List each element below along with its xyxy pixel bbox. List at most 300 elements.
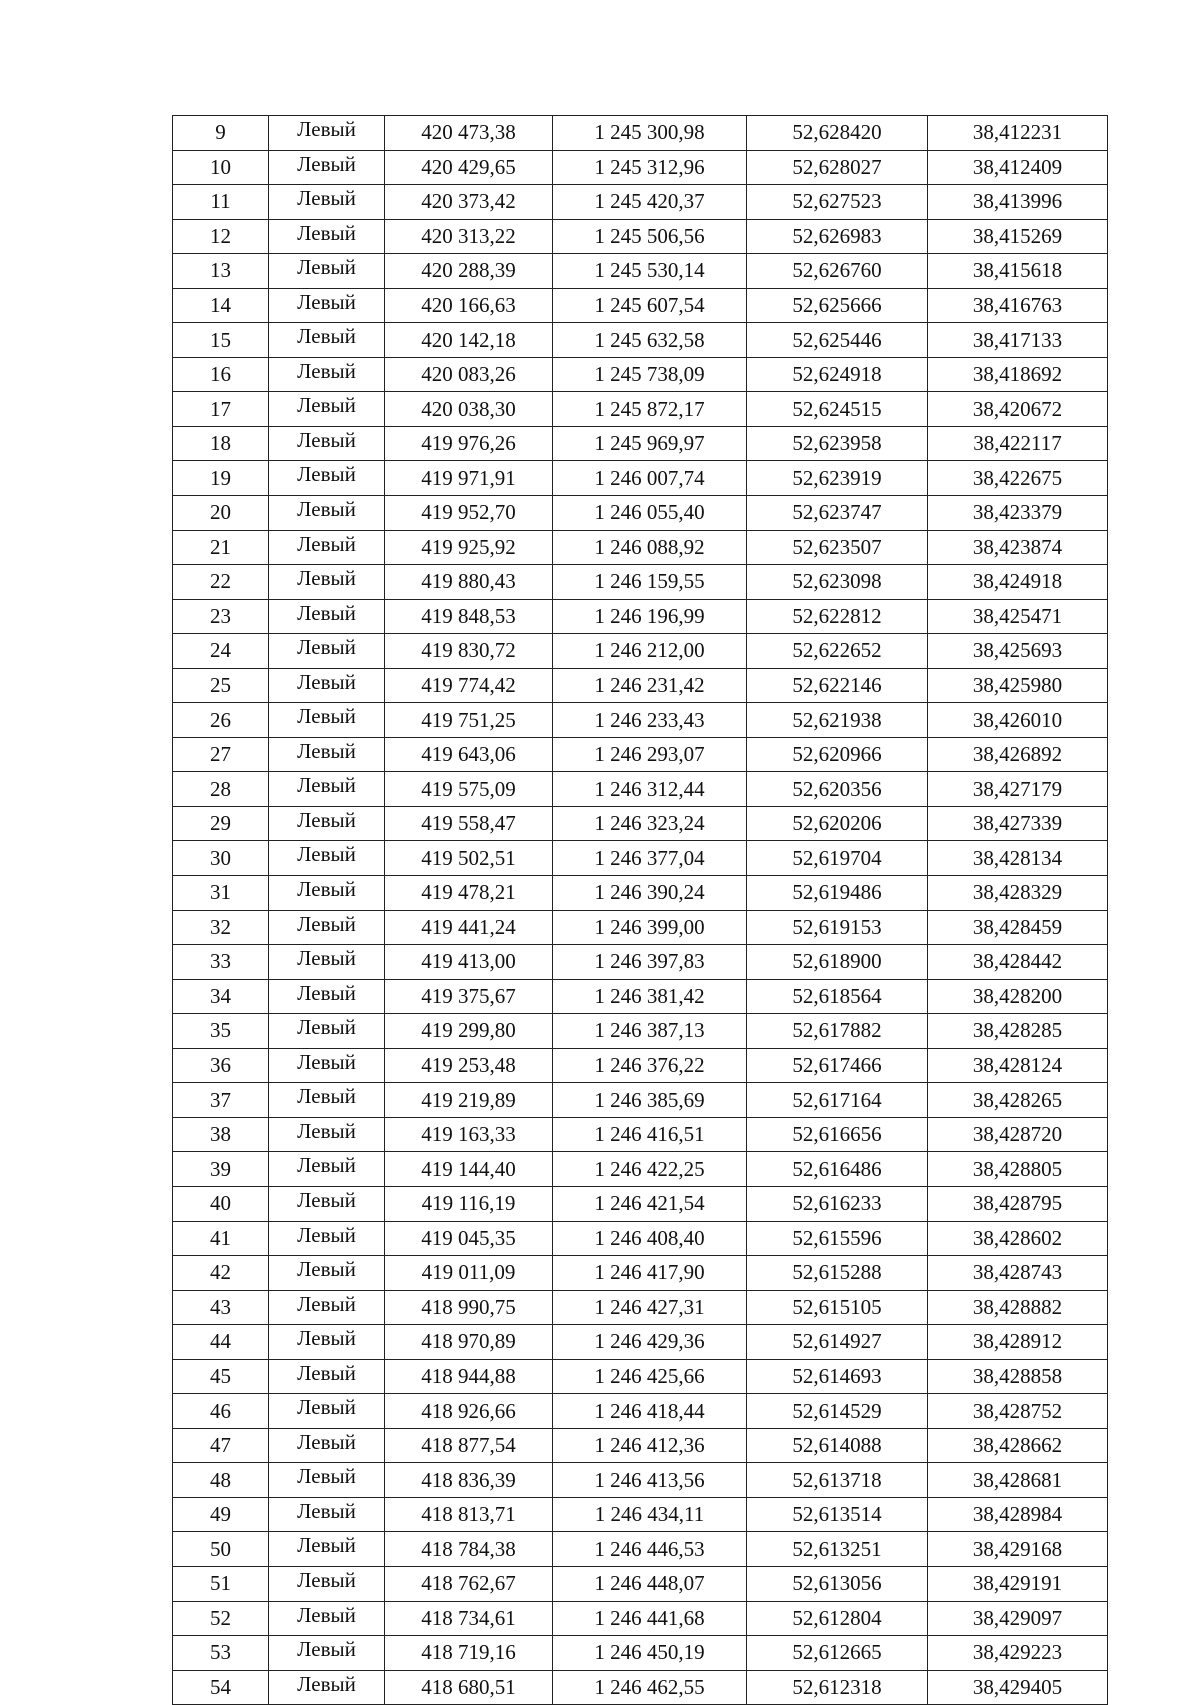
point-number-cell: 28 — [173, 772, 269, 807]
side-cell: Левый — [269, 219, 385, 254]
latitude-cell: 52,623507 — [747, 530, 928, 565]
y-coordinate-cell: 1 245 312,96 — [553, 150, 747, 185]
point-number-cell: 41 — [173, 1221, 269, 1256]
latitude-cell: 52,620206 — [747, 806, 928, 841]
latitude-cell: 52,612318 — [747, 1670, 928, 1705]
table-row — [173, 1290, 1108, 1325]
y-coordinate-cell: 1 246 450,19 — [553, 1636, 747, 1671]
x-coordinate-cell: 419 880,43 — [385, 565, 553, 600]
x-coordinate-cell: 419 413,00 — [385, 945, 553, 980]
point-number-cell: 53 — [173, 1636, 269, 1671]
side-cell: Левый — [269, 288, 385, 323]
point-number-cell: 29 — [173, 806, 269, 841]
table-row — [173, 703, 1108, 738]
side-cell: Левый — [269, 1566, 385, 1601]
x-coordinate-cell: 419 219,89 — [385, 1083, 553, 1118]
y-coordinate-cell: 1 246 422,25 — [553, 1152, 747, 1187]
latitude-cell: 52,613718 — [747, 1463, 928, 1498]
x-coordinate-cell: 419 478,21 — [385, 876, 553, 911]
table-row — [173, 1014, 1108, 1049]
point-number-cell: 37 — [173, 1083, 269, 1118]
point-number-cell: 13 — [173, 254, 269, 289]
table-row — [173, 1083, 1108, 1118]
latitude-cell: 52,628420 — [747, 116, 928, 151]
point-number-cell: 52 — [173, 1601, 269, 1636]
longitude-cell: 38,428805 — [928, 1152, 1108, 1187]
point-number-cell: 19 — [173, 461, 269, 496]
table-row — [173, 426, 1108, 461]
x-coordinate-cell: 420 473,38 — [385, 116, 553, 151]
table-row — [173, 806, 1108, 841]
longitude-cell: 38,428459 — [928, 910, 1108, 945]
table-row — [173, 979, 1108, 1014]
x-coordinate-cell: 418 680,51 — [385, 1670, 553, 1705]
point-number-cell: 47 — [173, 1428, 269, 1463]
latitude-cell: 52,619486 — [747, 876, 928, 911]
latitude-cell: 52,615596 — [747, 1221, 928, 1256]
longitude-cell: 38,412409 — [928, 150, 1108, 185]
y-coordinate-cell: 1 245 872,17 — [553, 392, 747, 427]
y-coordinate-cell: 1 246 429,36 — [553, 1325, 747, 1360]
table-row — [173, 150, 1108, 185]
side-cell: Левый — [269, 426, 385, 461]
side-cell: Левый — [269, 1048, 385, 1083]
y-coordinate-cell: 1 246 381,42 — [553, 979, 747, 1014]
longitude-cell: 38,415269 — [928, 219, 1108, 254]
x-coordinate-cell: 418 719,16 — [385, 1636, 553, 1671]
point-number-cell: 24 — [173, 634, 269, 669]
longitude-cell: 38,425693 — [928, 634, 1108, 669]
table-row — [173, 323, 1108, 358]
x-coordinate-cell: 419 848,53 — [385, 599, 553, 634]
table-row — [173, 1636, 1108, 1671]
longitude-cell: 38,418692 — [928, 357, 1108, 392]
y-coordinate-cell: 1 246 427,31 — [553, 1290, 747, 1325]
latitude-cell: 52,623747 — [747, 496, 928, 531]
latitude-cell: 52,623958 — [747, 426, 928, 461]
x-coordinate-cell: 420 373,42 — [385, 185, 553, 220]
latitude-cell: 52,614693 — [747, 1359, 928, 1394]
latitude-cell: 52,614529 — [747, 1394, 928, 1429]
y-coordinate-cell: 1 246 397,83 — [553, 945, 747, 980]
table-row — [173, 185, 1108, 220]
y-coordinate-cell: 1 245 607,54 — [553, 288, 747, 323]
y-coordinate-cell: 1 246 421,54 — [553, 1186, 747, 1221]
table-row — [173, 530, 1108, 565]
side-cell: Левый — [269, 496, 385, 531]
point-number-cell: 32 — [173, 910, 269, 945]
side-cell: Левый — [269, 150, 385, 185]
side-cell: Левый — [269, 1670, 385, 1705]
point-number-cell: 44 — [173, 1325, 269, 1360]
side-cell: Левый — [269, 910, 385, 945]
latitude-cell: 52,617466 — [747, 1048, 928, 1083]
side-cell: Левый — [269, 323, 385, 358]
side-cell: Левый — [269, 1083, 385, 1118]
longitude-cell: 38,428442 — [928, 945, 1108, 980]
longitude-cell: 38,428602 — [928, 1221, 1108, 1256]
y-coordinate-cell: 1 246 446,53 — [553, 1532, 747, 1567]
side-cell: Левый — [269, 1394, 385, 1429]
side-cell: Левый — [269, 1636, 385, 1671]
y-coordinate-cell: 1 246 448,07 — [553, 1566, 747, 1601]
point-number-cell: 39 — [173, 1152, 269, 1187]
y-coordinate-cell: 1 246 408,40 — [553, 1221, 747, 1256]
table-row — [173, 1394, 1108, 1429]
table-row — [173, 461, 1108, 496]
coordinates-table — [172, 115, 1108, 1705]
y-coordinate-cell: 1 246 425,66 — [553, 1359, 747, 1394]
x-coordinate-cell: 419 976,26 — [385, 426, 553, 461]
side-cell: Левый — [269, 1014, 385, 1049]
table-row — [173, 219, 1108, 254]
longitude-cell: 38,425471 — [928, 599, 1108, 634]
latitude-cell: 52,617164 — [747, 1083, 928, 1118]
table-row — [173, 1117, 1108, 1152]
x-coordinate-cell: 419 575,09 — [385, 772, 553, 807]
longitude-cell: 38,428124 — [928, 1048, 1108, 1083]
longitude-cell: 38,413996 — [928, 185, 1108, 220]
table-row — [173, 599, 1108, 634]
y-coordinate-cell: 1 246 233,43 — [553, 703, 747, 738]
table-row — [173, 945, 1108, 980]
latitude-cell: 52,613251 — [747, 1532, 928, 1567]
side-cell: Левый — [269, 772, 385, 807]
longitude-cell: 38,428329 — [928, 876, 1108, 911]
y-coordinate-cell: 1 246 385,69 — [553, 1083, 747, 1118]
point-number-cell: 18 — [173, 426, 269, 461]
x-coordinate-cell: 419 375,67 — [385, 979, 553, 1014]
longitude-cell: 38,416763 — [928, 288, 1108, 323]
longitude-cell: 38,422675 — [928, 461, 1108, 496]
side-cell: Левый — [269, 1532, 385, 1567]
y-coordinate-cell: 1 246 416,51 — [553, 1117, 747, 1152]
table-row — [173, 1152, 1108, 1187]
latitude-cell: 52,623098 — [747, 565, 928, 600]
table-row — [173, 1601, 1108, 1636]
point-number-cell: 38 — [173, 1117, 269, 1152]
point-number-cell: 42 — [173, 1256, 269, 1291]
latitude-cell: 52,627523 — [747, 185, 928, 220]
x-coordinate-cell: 418 877,54 — [385, 1428, 553, 1463]
point-number-cell: 16 — [173, 357, 269, 392]
latitude-cell: 52,619153 — [747, 910, 928, 945]
x-coordinate-cell: 419 253,48 — [385, 1048, 553, 1083]
x-coordinate-cell: 418 926,66 — [385, 1394, 553, 1429]
latitude-cell: 52,622146 — [747, 668, 928, 703]
x-coordinate-cell: 419 116,19 — [385, 1186, 553, 1221]
point-number-cell: 10 — [173, 150, 269, 185]
longitude-cell: 38,428265 — [928, 1083, 1108, 1118]
point-number-cell: 54 — [173, 1670, 269, 1705]
table-row — [173, 876, 1108, 911]
side-cell: Левый — [269, 254, 385, 289]
longitude-cell: 38,423874 — [928, 530, 1108, 565]
side-cell: Левый — [269, 1325, 385, 1360]
side-cell: Левый — [269, 599, 385, 634]
point-number-cell: 26 — [173, 703, 269, 738]
table-row — [173, 116, 1108, 151]
y-coordinate-cell: 1 246 293,07 — [553, 737, 747, 772]
table-row — [173, 392, 1108, 427]
x-coordinate-cell: 420 313,22 — [385, 219, 553, 254]
point-number-cell: 27 — [173, 737, 269, 772]
latitude-cell: 52,623919 — [747, 461, 928, 496]
table-row — [173, 1670, 1108, 1705]
y-coordinate-cell: 1 246 007,74 — [553, 461, 747, 496]
x-coordinate-cell: 419 163,33 — [385, 1117, 553, 1152]
longitude-cell: 38,429223 — [928, 1636, 1108, 1671]
table-row — [173, 1221, 1108, 1256]
y-coordinate-cell: 1 246 462,55 — [553, 1670, 747, 1705]
longitude-cell: 38,428662 — [928, 1428, 1108, 1463]
side-cell: Левый — [269, 634, 385, 669]
side-cell: Левый — [269, 461, 385, 496]
longitude-cell: 38,429191 — [928, 1566, 1108, 1601]
side-cell: Левый — [269, 876, 385, 911]
longitude-cell: 38,412231 — [928, 116, 1108, 151]
side-cell: Левый — [269, 565, 385, 600]
longitude-cell: 38,417133 — [928, 323, 1108, 358]
longitude-cell: 38,428681 — [928, 1463, 1108, 1498]
latitude-cell: 52,622652 — [747, 634, 928, 669]
x-coordinate-cell: 420 166,63 — [385, 288, 553, 323]
y-coordinate-cell: 1 246 413,56 — [553, 1463, 747, 1498]
side-cell: Левый — [269, 945, 385, 980]
x-coordinate-cell: 419 144,40 — [385, 1152, 553, 1187]
point-number-cell: 33 — [173, 945, 269, 980]
point-number-cell: 30 — [173, 841, 269, 876]
latitude-cell: 52,625446 — [747, 323, 928, 358]
y-coordinate-cell: 1 246 441,68 — [553, 1601, 747, 1636]
side-cell: Левый — [269, 806, 385, 841]
side-cell: Левый — [269, 1152, 385, 1187]
y-coordinate-cell: 1 245 738,09 — [553, 357, 747, 392]
table-row — [173, 496, 1108, 531]
table-row — [173, 1497, 1108, 1532]
x-coordinate-cell: 420 083,26 — [385, 357, 553, 392]
latitude-cell: 52,614927 — [747, 1325, 928, 1360]
table-row — [173, 1325, 1108, 1360]
x-coordinate-cell: 419 971,91 — [385, 461, 553, 496]
table-row — [173, 737, 1108, 772]
x-coordinate-cell: 419 830,72 — [385, 634, 553, 669]
point-number-cell: 45 — [173, 1359, 269, 1394]
table-row — [173, 1256, 1108, 1291]
side-cell: Левый — [269, 185, 385, 220]
table-row — [173, 357, 1108, 392]
y-coordinate-cell: 1 246 376,22 — [553, 1048, 747, 1083]
latitude-cell: 52,618900 — [747, 945, 928, 980]
point-number-cell: 51 — [173, 1566, 269, 1601]
table-row — [173, 668, 1108, 703]
y-coordinate-cell: 1 245 420,37 — [553, 185, 747, 220]
longitude-cell: 38,422117 — [928, 426, 1108, 461]
table-row — [173, 288, 1108, 323]
y-coordinate-cell: 1 246 088,92 — [553, 530, 747, 565]
latitude-cell: 52,626983 — [747, 219, 928, 254]
longitude-cell: 38,428285 — [928, 1014, 1108, 1049]
y-coordinate-cell: 1 246 312,44 — [553, 772, 747, 807]
latitude-cell: 52,613056 — [747, 1566, 928, 1601]
longitude-cell: 38,427339 — [928, 806, 1108, 841]
y-coordinate-cell: 1 246 212,00 — [553, 634, 747, 669]
longitude-cell: 38,428200 — [928, 979, 1108, 1014]
longitude-cell: 38,428858 — [928, 1359, 1108, 1394]
x-coordinate-cell: 418 784,38 — [385, 1532, 553, 1567]
latitude-cell: 52,624918 — [747, 357, 928, 392]
x-coordinate-cell: 420 288,39 — [385, 254, 553, 289]
y-coordinate-cell: 1 245 632,58 — [553, 323, 747, 358]
side-cell: Левый — [269, 1256, 385, 1291]
y-coordinate-cell: 1 246 055,40 — [553, 496, 747, 531]
point-number-cell: 25 — [173, 668, 269, 703]
latitude-cell: 52,617882 — [747, 1014, 928, 1049]
side-cell: Левый — [269, 116, 385, 151]
point-number-cell: 48 — [173, 1463, 269, 1498]
longitude-cell: 38,429405 — [928, 1670, 1108, 1705]
y-coordinate-cell: 1 245 530,14 — [553, 254, 747, 289]
longitude-cell: 38,428984 — [928, 1497, 1108, 1532]
x-coordinate-cell: 420 142,18 — [385, 323, 553, 358]
side-cell: Левый — [269, 1497, 385, 1532]
point-number-cell: 9 — [173, 116, 269, 151]
x-coordinate-cell: 419 299,80 — [385, 1014, 553, 1049]
longitude-cell: 38,429168 — [928, 1532, 1108, 1567]
side-cell: Левый — [269, 1601, 385, 1636]
side-cell: Левый — [269, 392, 385, 427]
y-coordinate-cell: 1 246 417,90 — [553, 1256, 747, 1291]
table-row — [173, 1048, 1108, 1083]
y-coordinate-cell: 1 246 434,11 — [553, 1497, 747, 1532]
x-coordinate-cell: 419 774,42 — [385, 668, 553, 703]
y-coordinate-cell: 1 246 390,24 — [553, 876, 747, 911]
table-row — [173, 254, 1108, 289]
longitude-cell: 38,428752 — [928, 1394, 1108, 1429]
latitude-cell: 52,628027 — [747, 150, 928, 185]
x-coordinate-cell: 419 925,92 — [385, 530, 553, 565]
longitude-cell: 38,429097 — [928, 1601, 1108, 1636]
latitude-cell: 52,612665 — [747, 1636, 928, 1671]
table-row — [173, 1463, 1108, 1498]
point-number-cell: 22 — [173, 565, 269, 600]
point-number-cell: 20 — [173, 496, 269, 531]
x-coordinate-cell: 418 813,71 — [385, 1497, 553, 1532]
latitude-cell: 52,616486 — [747, 1152, 928, 1187]
side-cell: Левый — [269, 530, 385, 565]
point-number-cell: 36 — [173, 1048, 269, 1083]
latitude-cell: 52,616656 — [747, 1117, 928, 1152]
y-coordinate-cell: 1 245 969,97 — [553, 426, 747, 461]
side-cell: Левый — [269, 737, 385, 772]
table-body — [173, 116, 1108, 1705]
x-coordinate-cell: 419 643,06 — [385, 737, 553, 772]
longitude-cell: 38,427179 — [928, 772, 1108, 807]
side-cell: Левый — [269, 668, 385, 703]
latitude-cell: 52,620356 — [747, 772, 928, 807]
x-coordinate-cell: 418 836,39 — [385, 1463, 553, 1498]
x-coordinate-cell: 418 970,89 — [385, 1325, 553, 1360]
longitude-cell: 38,426010 — [928, 703, 1108, 738]
x-coordinate-cell: 419 045,35 — [385, 1221, 553, 1256]
point-number-cell: 34 — [173, 979, 269, 1014]
side-cell: Левый — [269, 1186, 385, 1221]
point-number-cell: 35 — [173, 1014, 269, 1049]
latitude-cell: 52,612804 — [747, 1601, 928, 1636]
side-cell: Левый — [269, 1221, 385, 1256]
side-cell: Левый — [269, 1359, 385, 1394]
table-row — [173, 1359, 1108, 1394]
y-coordinate-cell: 1 245 506,56 — [553, 219, 747, 254]
x-coordinate-cell: 418 944,88 — [385, 1359, 553, 1394]
latitude-cell: 52,619704 — [747, 841, 928, 876]
point-number-cell: 11 — [173, 185, 269, 220]
table-row — [173, 1566, 1108, 1601]
longitude-cell: 38,420672 — [928, 392, 1108, 427]
point-number-cell: 14 — [173, 288, 269, 323]
side-cell: Левый — [269, 357, 385, 392]
latitude-cell: 52,615105 — [747, 1290, 928, 1325]
side-cell: Левый — [269, 1463, 385, 1498]
latitude-cell: 52,615288 — [747, 1256, 928, 1291]
y-coordinate-cell: 1 246 323,24 — [553, 806, 747, 841]
x-coordinate-cell: 419 011,09 — [385, 1256, 553, 1291]
table-row — [173, 772, 1108, 807]
side-cell: Левый — [269, 1428, 385, 1463]
longitude-cell: 38,428912 — [928, 1325, 1108, 1360]
table-row — [173, 1428, 1108, 1463]
longitude-cell: 38,426892 — [928, 737, 1108, 772]
y-coordinate-cell: 1 245 300,98 — [553, 116, 747, 151]
x-coordinate-cell: 419 751,25 — [385, 703, 553, 738]
longitude-cell: 38,425980 — [928, 668, 1108, 703]
y-coordinate-cell: 1 246 196,99 — [553, 599, 747, 634]
point-number-cell: 49 — [173, 1497, 269, 1532]
y-coordinate-cell: 1 246 377,04 — [553, 841, 747, 876]
longitude-cell: 38,428882 — [928, 1290, 1108, 1325]
y-coordinate-cell: 1 246 399,00 — [553, 910, 747, 945]
y-coordinate-cell: 1 246 387,13 — [553, 1014, 747, 1049]
latitude-cell: 52,613514 — [747, 1497, 928, 1532]
latitude-cell: 52,626760 — [747, 254, 928, 289]
longitude-cell: 38,424918 — [928, 565, 1108, 600]
side-cell: Левый — [269, 1117, 385, 1152]
table-row — [173, 565, 1108, 600]
latitude-cell: 52,625666 — [747, 288, 928, 323]
point-number-cell: 23 — [173, 599, 269, 634]
y-coordinate-cell: 1 246 231,42 — [553, 668, 747, 703]
side-cell: Левый — [269, 1290, 385, 1325]
x-coordinate-cell: 419 502,51 — [385, 841, 553, 876]
x-coordinate-cell: 419 558,47 — [385, 806, 553, 841]
point-number-cell: 15 — [173, 323, 269, 358]
longitude-cell: 38,428795 — [928, 1186, 1108, 1221]
table-row — [173, 910, 1108, 945]
latitude-cell: 52,614088 — [747, 1428, 928, 1463]
y-coordinate-cell: 1 246 159,55 — [553, 565, 747, 600]
point-number-cell: 43 — [173, 1290, 269, 1325]
x-coordinate-cell: 418 762,67 — [385, 1566, 553, 1601]
latitude-cell: 52,624515 — [747, 392, 928, 427]
latitude-cell: 52,622812 — [747, 599, 928, 634]
point-number-cell: 21 — [173, 530, 269, 565]
point-number-cell: 46 — [173, 1394, 269, 1429]
point-number-cell: 12 — [173, 219, 269, 254]
side-cell: Левый — [269, 703, 385, 738]
longitude-cell: 38,428720 — [928, 1117, 1108, 1152]
x-coordinate-cell: 420 429,65 — [385, 150, 553, 185]
latitude-cell: 52,621938 — [747, 703, 928, 738]
